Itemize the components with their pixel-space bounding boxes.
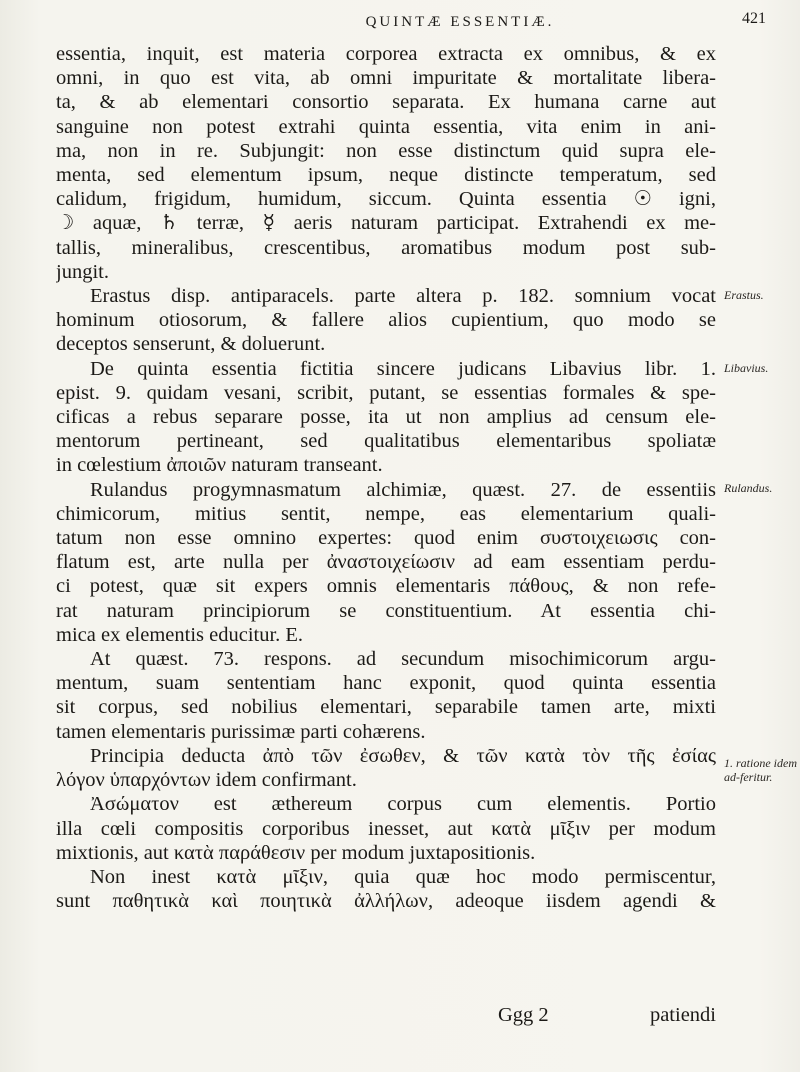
text-line: mentorum pertineant, sed qualitatibus elementaribus spoliatæ (56, 430, 716, 453)
text-line: tatum non esse omnino expertes: quod enim συστοιχειωσις con- (56, 527, 716, 550)
text-line: sit corpus, sed nobilius elementari, separabile tamen arte, mixti (56, 696, 716, 719)
text-line: mentum, suam sententiam hanc exponit, quod quinta essentia (56, 672, 716, 695)
text-line: flatum est, arte nulla per ἀναστοιχείωσιν ad eam essentiam perdu- (56, 551, 716, 574)
text-line: ta, & ab elementari consortio separata. Ex humana carne aut (56, 91, 716, 114)
catchword: patiendi (649, 1004, 716, 1026)
text-line: Non inest κατὰ μῖξιν, quia quæ hoc modo permiscentur, (90, 865, 716, 888)
page-number: 421 (742, 10, 766, 27)
text-line: illa cœli compositis corporibus inesset, aut κατὰ μῖξιν per modum (56, 817, 716, 840)
text-line: chimicorum, mitius sentit, nempe, eas elementarium quali- (56, 502, 716, 525)
margin-note-libavius: Libavius. (724, 361, 769, 375)
text-line: sanguine non potest extrahi quinta essentia, vita enim in ani- (56, 115, 716, 138)
text-line: Erastus disp. antiparacels. parte altera p. 182. somnium vocat (90, 285, 716, 308)
margin-note-ratione: 1. ratione idem ad-feritur. (724, 756, 797, 784)
text-line: deceptos senserunt, & doluerunt. (56, 333, 326, 356)
text-line: in cœlestium ἀποιῶν naturam transeant. (56, 454, 383, 477)
running-head: QUINTÆ ESSENTIÆ. (365, 14, 555, 30)
margin-note-erastus: Erastus. (724, 288, 764, 302)
body-text (56, 42, 716, 913)
text-line: λόγον ὑπαρχόντων idem confirmant. (56, 769, 357, 792)
text-line: ci potest, quæ sit expers omnis elementaris πάθους, & non refe- (56, 575, 716, 598)
text-line: rat naturam principiorum se constituentium. At essentia chi- (56, 599, 716, 622)
signature-mark: Ggg 2 (498, 1004, 549, 1026)
text-line: mica ex elementis educitur. E. (56, 623, 304, 646)
text-line: essentia, inquit, est materia corporea extracta ex omnibus, & ex (56, 43, 716, 65)
text-line: menta, sed elementum ipsum, neque distincte temperatum, sed (56, 164, 716, 187)
text-line: epist. 9. quidam vesani, scribit, putant, se essentias formales & spe- (56, 381, 716, 404)
margin-note-rulandus: Rulandus. (724, 481, 773, 495)
text-line: cificas a rebus separare posse, ita ut non amplius ad censum ele- (56, 406, 716, 429)
text-line: mixtionis, aut κατὰ παράθεσιν per modum juxtapositionis. (56, 841, 536, 864)
text-line: At quæst. 73. respons. ad secundum misochimicorum argu- (90, 648, 716, 671)
text-line: Rulandus progymnasmatum alchimiæ, quæst. 27. de essentiis (90, 478, 716, 501)
text-line: ☽ aquæ, ♄ terræ, ☿ aeris naturam participat. Extrahendi ex me- (56, 212, 716, 235)
text-line: calidum, frigidum, humidum, siccum. Quinta essentia ☉ igni, (56, 188, 716, 211)
text-line: De quinta essentia fictitia sincere judicans Libavius libr. 1. (90, 357, 716, 380)
text-line: tallis, mineralibus, crescentibus, aromatibus modum post sub- (56, 236, 716, 259)
text-line: tamen elementaris purissimæ parti cohærens. (56, 720, 426, 743)
text-line: Principia deducta ἀπὸ τῶν ἐσωθεν, & τῶν κατὰ τὸν τῆς ἐσίας (90, 744, 716, 767)
text-line: sunt παθητικὰ καὶ ποιητικὰ ἀλλήλων, adeoque iisdem agendi & (56, 890, 716, 913)
text-line: ma, non in re. Subjungit: non esse distinctum quid supra ele- (56, 139, 716, 162)
text-line: omni, in quo est vita, ab omni impuritate & mortalitate libera- (56, 67, 716, 90)
text-line: Ἀσώματον est æthereum corpus cum elementis. Portio (90, 793, 716, 816)
text-line: hominum otiosorum, & fallere alios cupientium, quo modo se (56, 309, 716, 332)
text-line: jungit. (56, 260, 109, 283)
